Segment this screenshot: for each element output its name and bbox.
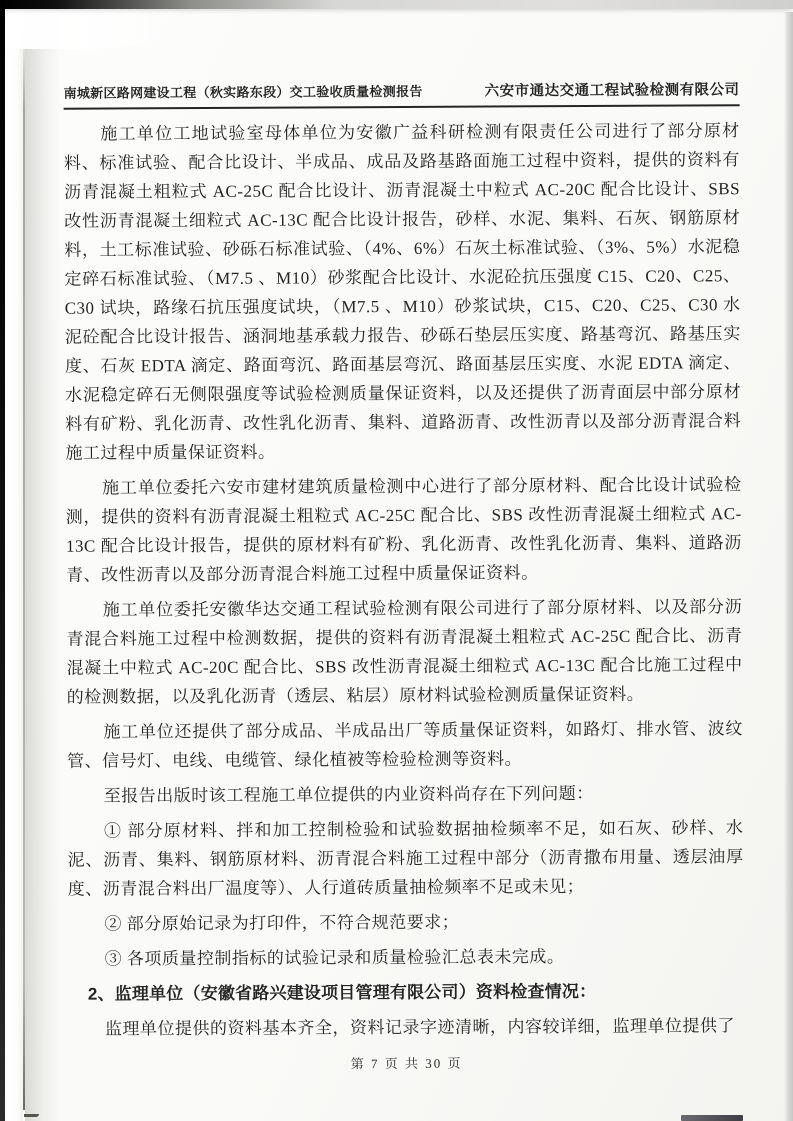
company-name: 六安市通达交通工程试验检测有限公司 [484,82,740,100]
page-curl-shadow [25,0,61,1121]
page-number: 第 7 页 共 30 页 [350,1055,463,1072]
report-title: 南城新区路网建设工程（秋实路东段）交工验收质量检测报告 [63,83,423,101]
page-footer [69,1051,745,1074]
page-edge-line [23,24,25,1110]
list-item-1: ① 部分原材料、拌和加工控制检验和试验数据抽检频率不足，如石灰、砂样、水泥、沥青、集料、钢筋原材料、沥青混合料施工过程中部分（沥青撒布用量、透层油厚度、沥青混合料出厂温度等）、人行道砖质量抽检频率不足或未见； [67,818,744,899]
scanner-edge-top [0,0,793,9]
scanner-edge-left [0,0,5,1121]
paragraph-entrust-luan-center: 施工单位委托六安市建材建筑质量检测中心进行了部分原材料、配合比设计试验检测，提供的资料有沥青混凝土粗粒式 AC-25C 配合比、SBS 改性沥青混凝土细粒式 AC-13C 配合比设计报告，提供的原材料有矿粉、乳化沥青、改性乳化沥青、集料、道路沥青、改性沥青以及部分沥青混合料施工过程中质量保证资料。 [65,475,742,585]
paragraph-supervision-info: 监理单位提供的资料基本齐全，资料记录字迹清晰，内容较详细，监理单位提供了 [104,1016,736,1039]
list-item-3: ③ 各项质量控制指标的试验记录和质量检验汇总表未完成。 [104,947,565,969]
scan-artifact-bottom-left [24,1114,39,1117]
page-curl-highlight [5,4,23,1121]
paragraph-finished-products: 施工单位还提供了部分成品、半成品出厂等质量保证资料，如路灯、排水管、波纹管、信号灯、电线、电缆管、绿化植被等检验检测等资料。 [66,719,743,771]
paragraph-lab-parent-unit: 施工单位工地试验室母体单位为安徽广益科研检测有限责任公司进行了部分原材料、标准试验、配合比设计、半成品、成品及路基路面施工过程中资料，提供的资料有沥青混凝土粗粒式 AC-25C 配合比设计、沥青混凝土中粒式 AC-20C 配合比设计、SBS 改性沥青混凝土细粒式 AC-13C 配合比设计报告，砂样、水泥、集料、石灰、钢筋原材料，土工标准试验、砂砾石标准试验、（4%、6%）石灰土标准试验、（3%、5%）水泥稳定碎石标准试验、（M7.5 、M10）砂浆配合比设计、水泥砼抗压强度 C15、C20、C25、C30 试块，路缘石抗压强度试块，（M7.5 、M10）砂浆试块，C15、C20、C25、C30 水泥砼配合比设计报告、涵洞地基承载力报告、砂砾石垫层压实度、路基弯沉、路基压实度、石灰 EDTA 滴定、路面弯沉、路面基层弯沉、路面基层压实度、水泥 EDTA 滴定、水泥稳定碎石无侧限强度等试验检测质量保证资料，以及还提供了沥青面层中部分原材料有矿粉、乳化沥青、改性乳化沥青、集料、道路沥青、改性沥青以及部分沥青混合料施工过程中质量保证资料。 [63,121,742,463]
paragraph-issues-intro: 至报告出版时该工程施工单位提供的内业资料尚存在下列问题： [103,783,594,806]
page-header [63,78,739,110]
page-edge-right [784,12,793,1121]
report-body [64,116,745,1044]
heading-supervision-unit: 2、监理单位（安徽省路兴建设项目管理有限公司）资料检查情况： [87,981,597,1004]
paragraph-entrust-huada: 施工单位委托安徽华达交通工程试验检测有限公司进行了部分原材料、以及部分沥青混合料施工过程中检测数据，提供的资料有沥青混凝土粗粒式 AC-25C 配合比、沥青混凝土中粒式 AC-20C 配合比、SBS 改性沥青混凝土细粒式 AC-13C 配合比施工过程中的检测数据，以及乳化沥青（透层、粘层）原材料试验检测质量保证资料。 [66,597,743,707]
scan-artifact-bottom-right [681,1115,743,1121]
list-item-2: ② 部分原始记录为打印件，不符合规范要求； [104,912,460,934]
